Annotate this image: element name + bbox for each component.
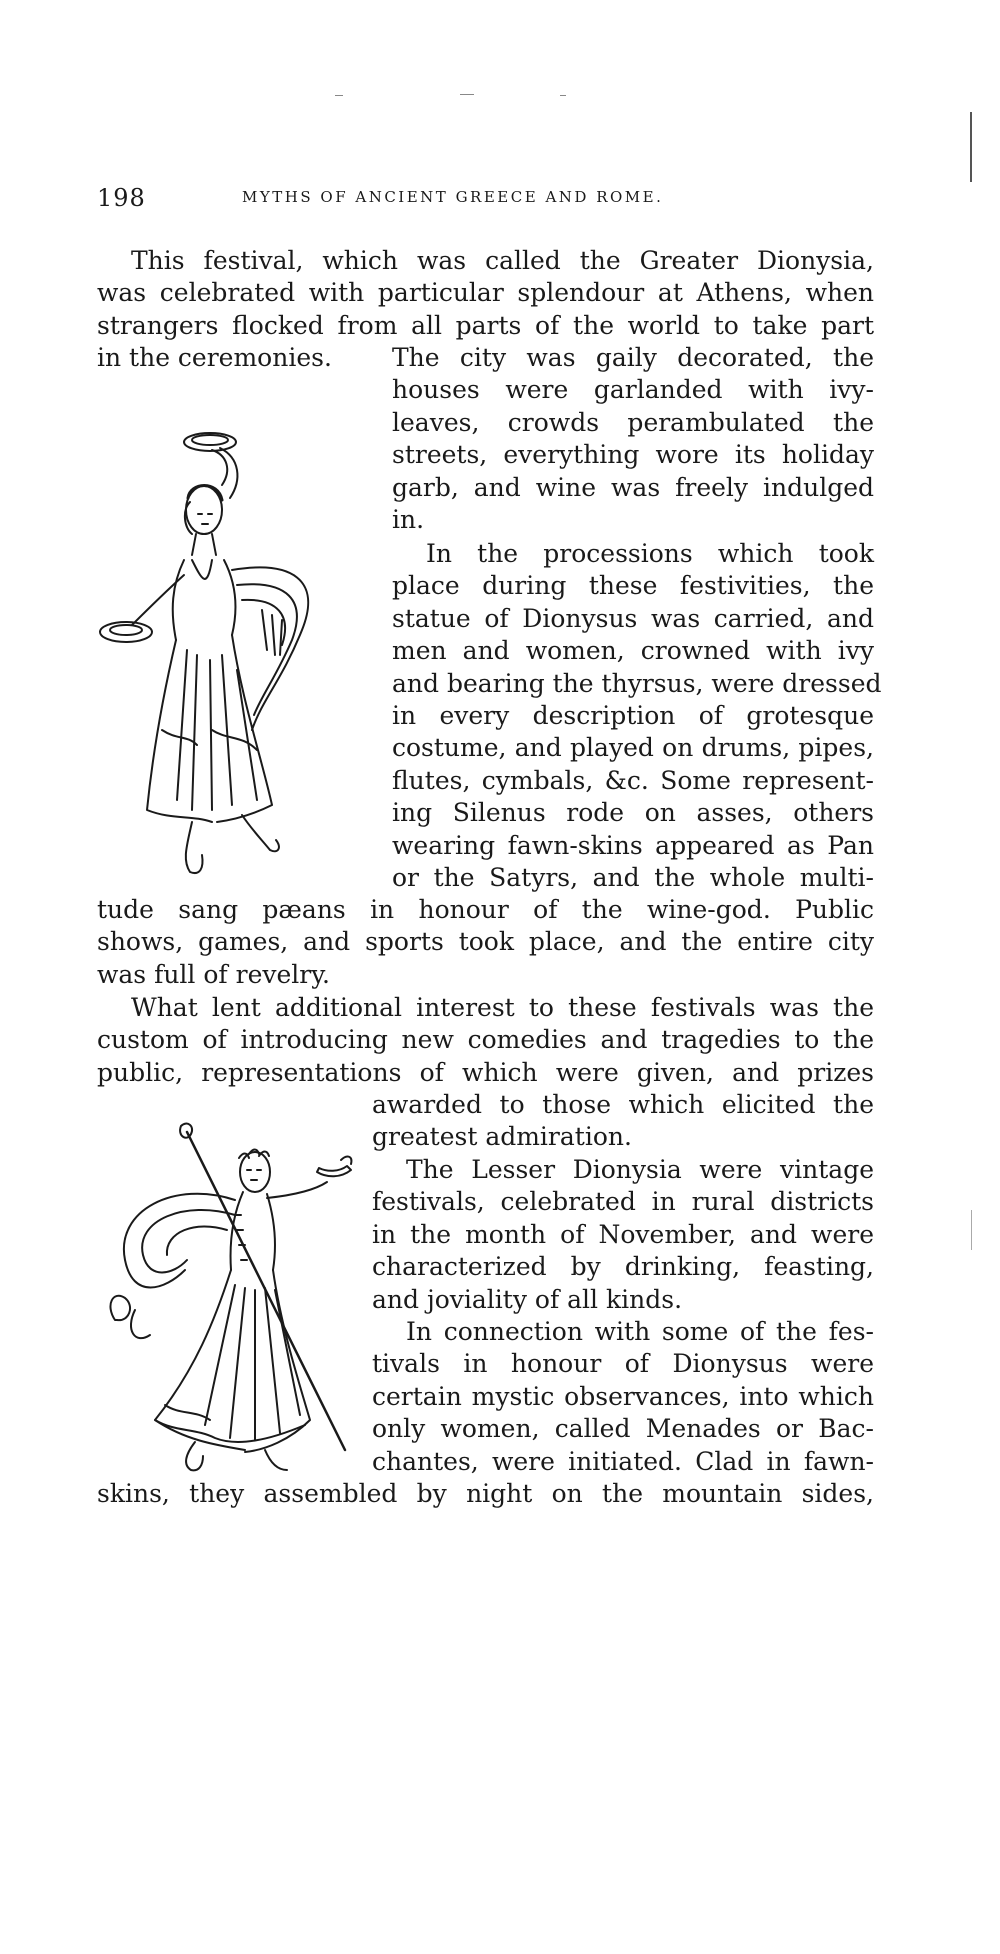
text-line: was full of revelry.: [97, 959, 330, 989]
text-line: garb, and wine was freely indulged: [392, 472, 874, 502]
text-line: men and women, crowned with ivy: [392, 636, 874, 666]
text-line: The city was gaily decorated, the: [392, 343, 874, 372]
text-line: and joviality of all kinds.: [372, 1284, 683, 1314]
text-line: certain mystic observances, into which: [372, 1381, 874, 1411]
paragraph-1-split-left: [97, 342, 387, 374]
text-line: in.: [392, 504, 425, 534]
running-title: MYTHS OF ANCIENT GREECE AND ROME.: [242, 188, 664, 206]
text-line: in the month of November, and were: [372, 1219, 874, 1249]
paragraph-2-narrow: [392, 538, 882, 894]
text-line: or the Satyrs, and the whole multi-: [392, 862, 874, 892]
text-line: leaves, crowds perambulated the: [392, 407, 874, 437]
text-line: strangers flocked from all parts of the world to take part: [97, 310, 874, 340]
text-line: This festival, which was called the Greater Dionysia,: [131, 246, 874, 275]
text-line: greatest admiration.: [372, 1122, 632, 1152]
text-line: and bearing the thyrsus, were dressed: [392, 668, 882, 698]
text-line: festivals, celebrated in rural districts: [372, 1187, 874, 1217]
text-line: awarded to those which elicited the: [372, 1090, 874, 1119]
paragraph-3-narrow: [372, 1089, 874, 1154]
dancing-maenad-with-tambourine-icon: [92, 410, 372, 880]
text-line: streets, everything wore its holiday: [392, 440, 874, 470]
paragraph-3-full: [97, 992, 874, 1089]
scan-mark-top: [460, 94, 474, 95]
text-line: characterized by drinking, feasting,: [372, 1252, 874, 1282]
paragraph-5-narrow: [372, 1316, 874, 1478]
paragraph-5-full: [97, 1478, 874, 1510]
page-number: 198: [97, 184, 146, 212]
paragraph-4-narrow: [372, 1154, 874, 1316]
text-line: public, representations of which were given, and prizes: [97, 1057, 874, 1087]
text-line: tude sang pæans in honour of the wine-god. Public: [97, 895, 874, 924]
scan-mark-top: [335, 95, 343, 96]
text-line: was celebrated with particular splendour at Athens, when: [97, 278, 874, 308]
paragraph-1-full: [97, 245, 874, 342]
text-line: costume, and played on drums, pipes,: [392, 733, 874, 763]
text-line: In the processions which took: [426, 539, 874, 568]
text-line: In connection with some of the fes-: [406, 1317, 874, 1346]
text-line: The Lesser Dionysia were vintage: [406, 1155, 874, 1184]
text-line: What lent additional interest to these festivals was the: [131, 993, 874, 1022]
text-line: tivals in honour of Dionysus were: [372, 1349, 874, 1379]
scan-mark-edge: [970, 112, 972, 182]
text-line: statue of Dionysus was carried, and: [392, 603, 874, 633]
text-line: flutes, cymbals, &c. Some represent-: [392, 765, 874, 795]
text-line: in every description of grotesque: [392, 700, 874, 730]
scan-mark-top: [560, 95, 566, 96]
text-line: chantes, were initiated. Clad in fawn-: [372, 1446, 874, 1476]
paragraph-1-narrow: [392, 342, 874, 536]
text-line: place during these festivities, the: [392, 571, 874, 601]
text-line: only women, called Menades or Bac-: [372, 1414, 874, 1444]
scan-mark-edge: [971, 1210, 972, 1250]
text-line: houses were garlanded with ivy-: [392, 375, 874, 405]
text-line: shows, games, and sports took place, and the entire city: [97, 927, 874, 957]
text-line: skins, they assembled by night on the mountain sides,: [97, 1479, 874, 1508]
bacchante-with-thyrsus-and-cup-icon: [95, 1120, 357, 1480]
text-line: in the ceremonies.: [97, 343, 332, 372]
text-line: custom of introducing new comedies and tragedies to the: [97, 1025, 874, 1055]
text-line: wearing fawn-skins appeared as Pan: [392, 830, 874, 860]
paragraph-2-full: [97, 894, 874, 991]
text-line: ing Silenus rode on asses, others: [392, 798, 874, 828]
